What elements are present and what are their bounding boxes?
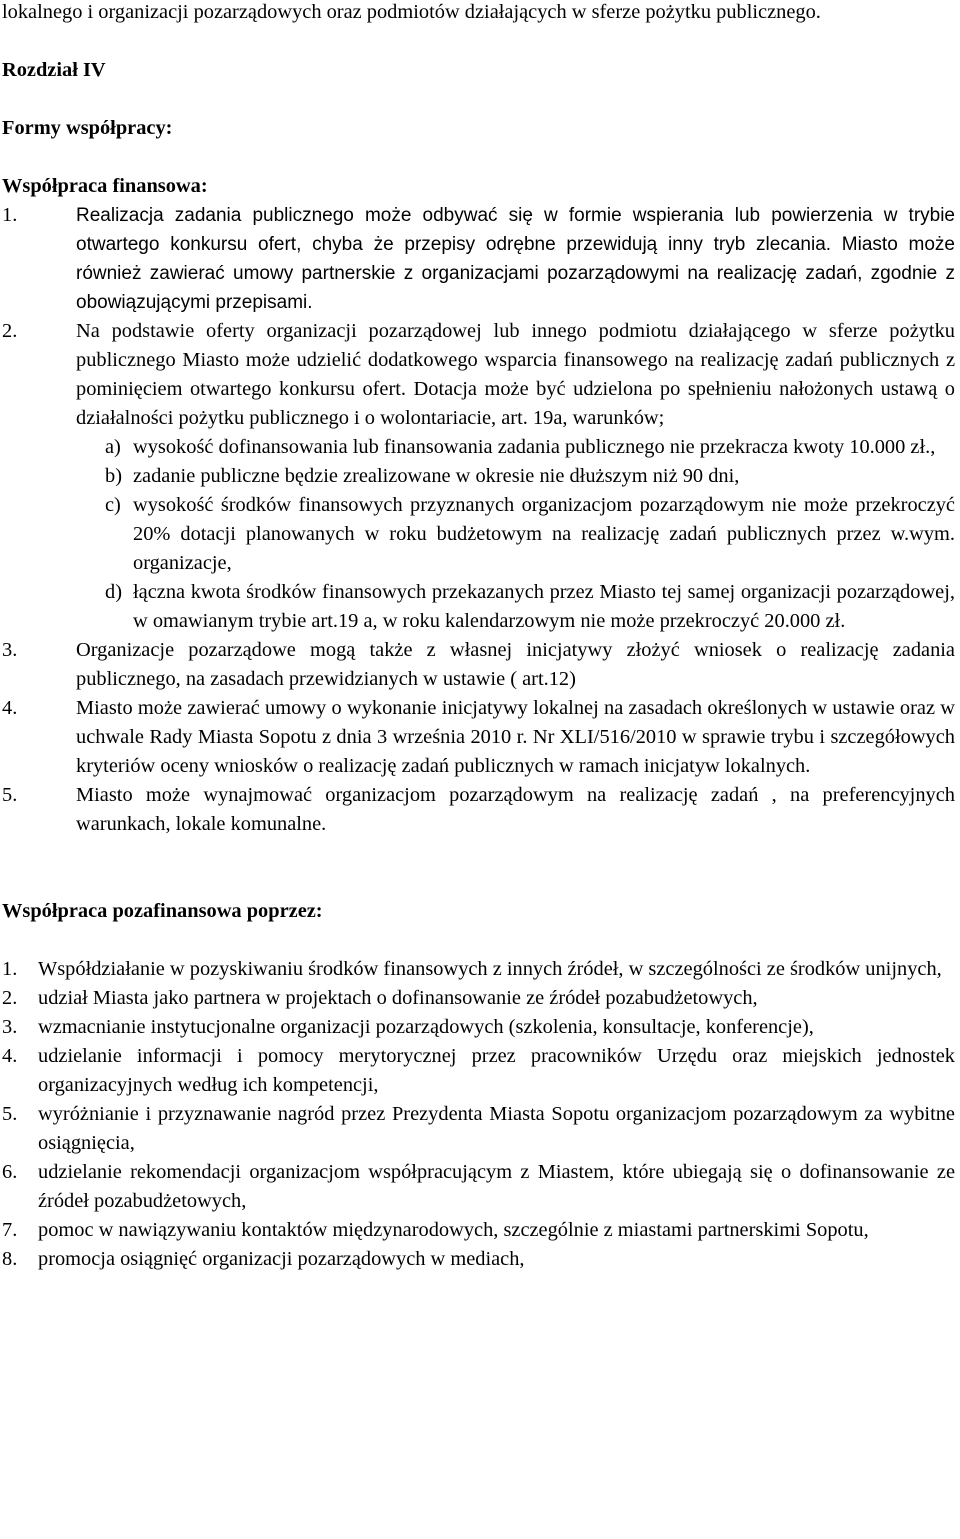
document-page [2,0,955,1274]
nonfinancial-item-1 [2,955,955,984]
item-number: 4. [2,1045,18,1067]
financial-item-4 [2,694,955,781]
spacer [2,27,955,56]
condition-text: wysokość dofinansowania lub finansowania zadania publicznego nie przekracza kwoty 10.000 zł., [133,436,936,458]
spacer [2,143,955,172]
financial-heading: Współpraca finansowa: [2,175,208,197]
nonfinancial-item-5 [2,1100,955,1158]
item-number: 5. [2,784,18,806]
item-number: 4. [2,697,18,719]
condition-a [2,433,955,462]
item-text: Współdziałanie w pozyskiwaniu środków finansowych z innych źródeł, w szczególności ze środków unijnych, [38,958,942,980]
item-number: 7. [2,1219,18,1241]
item-number: 2. [2,987,18,1009]
spacer [2,85,955,114]
item-text: udział Miasta jako partnera w projektach o dofinansowanie ze źródeł pozabudżetowych, [38,987,758,1009]
nonfinancial-item-3 [2,1013,955,1042]
item-text: udzielanie rekomendacji organizacjom współpracującym z Miastem, które ubiegają się o dofinansowanie ze źródeł pozabudżetowych, [38,1161,955,1212]
item-number: 8. [2,1248,18,1270]
condition-label: b) [105,465,122,487]
item-number: 1. [2,958,18,980]
nonfinancial-item-2 [2,984,955,1013]
nonfinancial-item-8 [2,1245,955,1274]
item-number: 6. [2,1161,18,1183]
condition-label: a) [105,436,121,458]
condition-d [2,578,955,636]
condition-text: zadanie publiczne będzie zrealizowane w okresie nie dłuższym niż 90 dni, [133,465,740,487]
condition-c [2,491,955,578]
forms-heading: Formy współpracy: [2,117,173,139]
item-text: Miasto może wynajmować organizacjom pozarządowym na realizację zadań , na preferencyjnych warunkach, lokale komunalne. [76,784,955,835]
chapter-heading: Rozdział IV [2,59,106,81]
item-text: Na podstawie oferty organizacji pozarządowej lub innego podmiotu działającego w sferze pożytku publicznego Miasto może udzielić dodatkowego wsparcia finansowego na realizację zadań publicznych z pominięciem otwartego konkursu ofert. Dotacja może być udzielona po spełnieniu nałożonych ustawą o działalności pożytku publicznego i o wolontariacie, art. 19a, warunków; [76,320,955,429]
condition-text: łączna kwota środków finansowych przekazanych przez Miasto tej samej organizacji pozarządowej, w omawianym trybie art.19 a, w roku kalendarzowym nie może przekroczyć 20.000 zł. [133,581,955,632]
spacer [2,926,955,955]
nonfinancial-item-7 [2,1216,955,1245]
item-text: pomoc w nawiązywaniu kontaktów międzynarodowych, szczególnie z miastami partnerskimi Sopotu, [38,1219,869,1241]
item-number: 1. [2,204,18,226]
item-text: promocja osiągnięć organizacji pozarządowych w mediach, [38,1248,525,1270]
condition-label: d) [105,581,122,603]
financial-item-1 [2,201,955,317]
item-text: wzmacnianie instytucjonalne organizacji pozarządowych (szkolenia, konsultacje, konferencje), [38,1016,814,1038]
financial-item-5 [2,781,955,839]
item-number: 3. [2,1016,18,1038]
item-text: Realizacja zadania publicznego może odbywać się w formie wspierania lub powierzenia w trybie otwartego konkursu ofert, chyba że przepisy odrębne przewidują inny tryb zlecania. [76,205,955,255]
financial-item-2 [2,317,955,433]
item-number: 2. [2,320,18,342]
item-text: Organizacje pozarządowe mogą także z własnej inicjatywy złożyć wniosek o realizację zadania publicznego, na zasadach przewidzianych w ustawie ( art.12) [76,639,955,690]
nonfinancial-heading: Współpraca pozafinansowa poprzez: [2,900,323,922]
item-text: udzielanie informacji i pomocy merytorycznej przez pracowników Urzędu oraz miejskich jednostek organizacyjnych według ich kompetencji, [38,1045,955,1096]
condition-text: wysokość środków finansowych przyznanych organizacjom pozarządowym nie może przekroczyć 20% dotacji planowanych w roku budżetowym na realizację zadań publicznych przez w.wym. organizacje, [133,494,955,574]
item-text: wyróżnianie i przyznawanie nagród przez Prezydenta Miasta Sopotu organizacjom pozarządowym za wybitne osiągnięcia, [38,1103,955,1154]
condition-b [2,462,955,491]
spacer [2,839,955,897]
nonfinancial-item-4 [2,1042,955,1100]
condition-label: c) [105,494,121,516]
intro-paragraph: lokalnego i organizacji pozarządowych oraz podmiotów działających w sferze pożytku publicznego. [2,1,821,23]
item-text: Miasto może zawierać umowy o wykonanie inicjatywy lokalnej na zasadach określonych w ustawie oraz w uchwale Rady Miasta Sopotu z dnia 3 września 2010 r. Nr XLI/516/2010 w sprawie trybu i szczegółowych kryteriów oceny wniosków o realizację zadań publicznych w ramach inicjatyw lokalnych. [76,697,955,777]
nonfinancial-item-6 [2,1158,955,1216]
item-number: 3. [2,639,18,661]
item-text-continued: Miasto może również zawierać umowy partnerskie z organizacjami pozarządowymi na realizację zadań, zgodnie z obowiązującymi przepisami. [76,234,955,313]
financial-item-3 [2,636,955,694]
item-number: 5. [2,1103,18,1125]
